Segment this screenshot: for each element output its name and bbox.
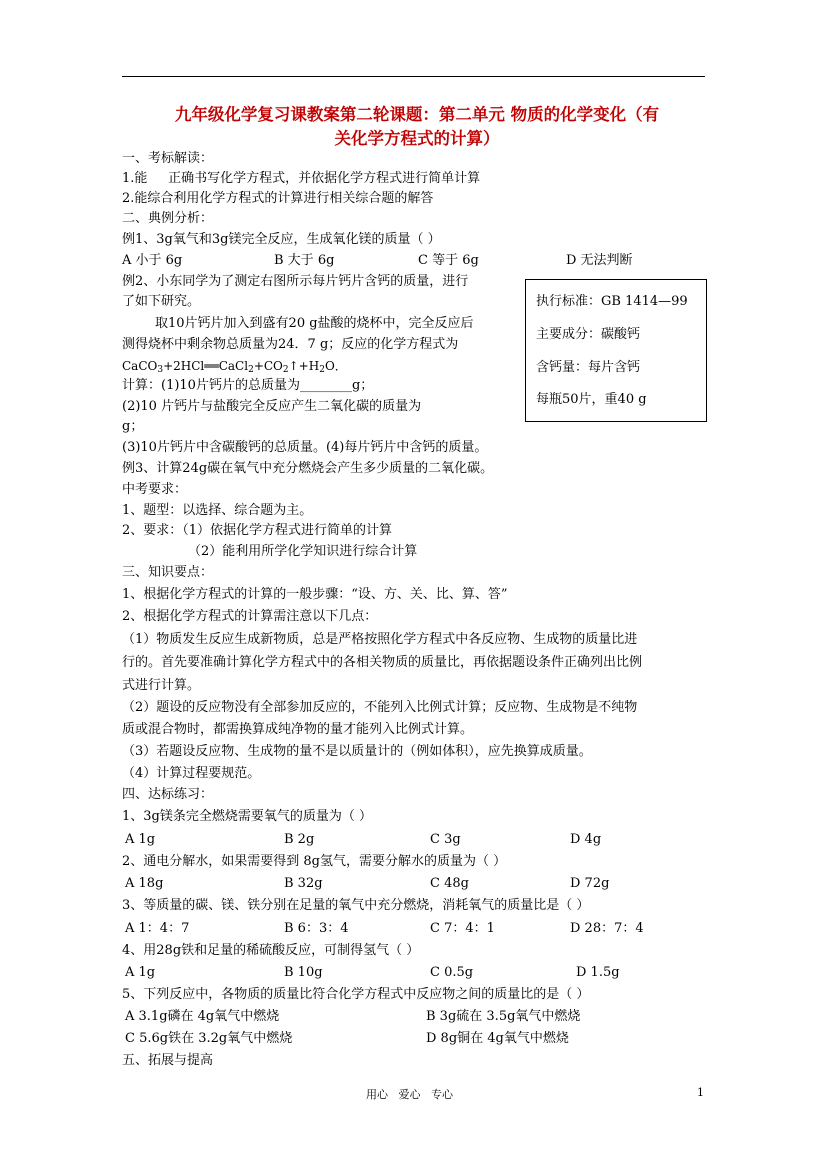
- label-standard: 执行标准：GB 1414—99: [536, 294, 688, 309]
- knowledge-point-2-4: （4）计算过程要规范。: [122, 766, 261, 781]
- knowledge-point-2-1-a: （1）物质发生反应生成新物质，总是严格按照化学方程式中各反应物、生成物的质量比进: [122, 632, 638, 647]
- page-number: 1: [697, 1086, 704, 1099]
- knowledge-point-2-3: （3）若题设反应物、生成物的量不是以质量计的（例如体积），应先换算成质量。: [122, 744, 592, 759]
- knowledge-point-2-1-b: 行的。首先要准确计算化学方程式中的各相关物质的质量比，再依据题设条件正确列出比例: [122, 655, 643, 670]
- example-1: 例1、3g氧气和3g镁完全反应，生成氧化镁的质量（ ）: [122, 232, 441, 247]
- option: B 大于 6g: [274, 253, 335, 268]
- exam-requirement-2: 2、要求：（1）依据化学方程式进行简单的计算: [122, 523, 393, 538]
- option: C 7：4：1: [430, 921, 495, 936]
- practice-question-5-options-row-2: [122, 1029, 705, 1049]
- example-2-line-4: 测得烧杯中剩余物总质量为24．7 g；反应的化学方程式为: [122, 337, 459, 352]
- example-2-line-1: 例2、小东同学为了测定右图所示每片钙片含钙的质量，进行: [122, 274, 469, 289]
- option: D 1.5g: [576, 965, 620, 980]
- option: A 1g: [125, 832, 156, 847]
- option: A 1g: [125, 965, 156, 980]
- knowledge-point-2-2-b: 质或混合物时，都需换算成纯净物的量才能列入比例式计算。: [122, 722, 474, 737]
- section-5-heading: 五、拓展与提高: [122, 1053, 214, 1068]
- option: A 3.1g磷在 4g氧气中燃烧: [125, 1009, 280, 1024]
- chemical-equation: $CaCO_3+2HCl══CaCl_2+CO_2↑+H_2O$．: [122, 359, 347, 375]
- option: C 5.6g铁在 3.2g氧气中燃烧: [125, 1031, 293, 1046]
- page-footer: 用心 爱心 专心: [366, 1088, 453, 1101]
- calcium-tablet-label-box: [525, 279, 707, 422]
- example-2-line-2: 了如下研究。: [122, 294, 201, 309]
- section-4-heading: 四、达标练习：: [122, 787, 214, 802]
- option: B 3g硫在 3.5g氧气中燃烧: [426, 1009, 581, 1024]
- exam-requirement-1: 1、题型：以选择、综合题为主。: [122, 503, 313, 518]
- practice-question-5: 5、下列反应中，各物质的质量比符合化学方程式中反应物之间的质量比的是（ ）: [122, 987, 590, 1002]
- knowledge-point-2-1-c: 式进行计算。: [122, 678, 201, 693]
- option: D 无法判断: [566, 253, 633, 268]
- option: D 72g: [570, 876, 610, 891]
- option: C 0.5g: [430, 965, 474, 980]
- label-ingredient: 主要成分：碳酸钙: [536, 327, 641, 342]
- option: C 48g: [430, 876, 469, 891]
- objective-2: 2.能综合利用化学方程式的计算进行相关综合题的解答: [122, 191, 434, 206]
- example-2-line-3: 取10片钙片加入到盛有20 g盐酸的烧杯中，完全反应后: [155, 316, 474, 331]
- option: B 32g: [284, 876, 323, 891]
- practice-question-5-options-row-1: [122, 1007, 705, 1027]
- practice-question-4: 4、用28g铁和足量的稀硫酸反应，可制得氢气（ ）: [122, 943, 420, 958]
- exam-requirements-heading: 中考要求：: [122, 482, 188, 497]
- practice-question-1: 1、3g镁条完全燃烧需要氧气的质量为（ ）: [122, 809, 372, 824]
- example-2-question-2: (2)10 片钙片与盐酸完全反应产生二氧化碳的质量为: [122, 399, 422, 414]
- objective-1: 1.能 正确书写化学方程式，并依据化学方程式进行简单计算: [122, 171, 481, 186]
- practice-question-2-options: [122, 874, 705, 894]
- example-3: 例3、计算24g碳在氧气中充分燃烧会产生多少质量的二氧化碳。: [122, 461, 494, 476]
- practice-question-3-options: [122, 919, 705, 939]
- knowledge-point-1: 1、根据化学方程式的计算的一般步骤：“设、方、关、比、算、答”: [122, 587, 508, 602]
- option: D 28：7：4: [570, 921, 644, 936]
- section-3-heading: 三、知识要点：: [122, 565, 214, 580]
- section-2-heading: 二、典例分析：: [122, 211, 214, 226]
- section-1-heading: 一、考标解读：: [122, 151, 214, 166]
- option: A 小于 6g: [122, 253, 183, 268]
- practice-question-2: 2、通电分解水，如果需要得到 8g氢气，需要分解水的质量为（ ）: [122, 854, 507, 869]
- option: B 6：3：4: [284, 921, 349, 936]
- title-line-1: 九年级化学复习课教案第二轮课题：第二单元 物质的化学变化（有: [174, 105, 660, 124]
- practice-question-4-options: [122, 963, 705, 983]
- option: B 10g: [284, 965, 323, 980]
- option: D 8g铜在 4g氧气中燃烧: [426, 1031, 569, 1046]
- label-calcium-content: 含钙量：每片含钙: [536, 360, 641, 375]
- option: A 18g: [125, 876, 164, 891]
- practice-question-1-options: [122, 830, 705, 850]
- option: D 4g: [570, 832, 602, 847]
- example-1-options: [122, 251, 705, 271]
- title-line-2: 关化学方程式的计算）: [334, 129, 500, 148]
- header-rule: [122, 76, 705, 77]
- option: C 等于 6g: [418, 253, 479, 268]
- option: B 2g: [284, 832, 315, 847]
- option: C 3g: [430, 832, 461, 847]
- label-package: 每瓶50片，重40 g: [536, 392, 647, 407]
- option: A 1：4：7: [125, 921, 190, 936]
- exam-requirement-3: （2）能利用所学化学知识进行综合计算: [188, 544, 418, 559]
- example-2-question-2-unit: g；: [122, 419, 144, 434]
- knowledge-point-2-2-a: （2）题设的反应物没有全部参加反应的，不能列入比例式计算；反应物、生成物是不纯物: [122, 700, 638, 715]
- example-2-question-3-4: (3)10片钙片中含碳酸钙的总质量。(4)每片钙片中含钙的质量。: [122, 440, 488, 455]
- practice-question-3: 3、等质量的碳、镁、铁分别在足量的氧气中充分燃烧，消耗氧气的质量比是（ ）: [122, 898, 590, 913]
- example-2-question-1: 计算：(1)10片钙片的总质量为________g；: [122, 378, 374, 393]
- knowledge-point-2: 2、根据化学方程式的计算需注意以下几点：: [122, 609, 378, 624]
